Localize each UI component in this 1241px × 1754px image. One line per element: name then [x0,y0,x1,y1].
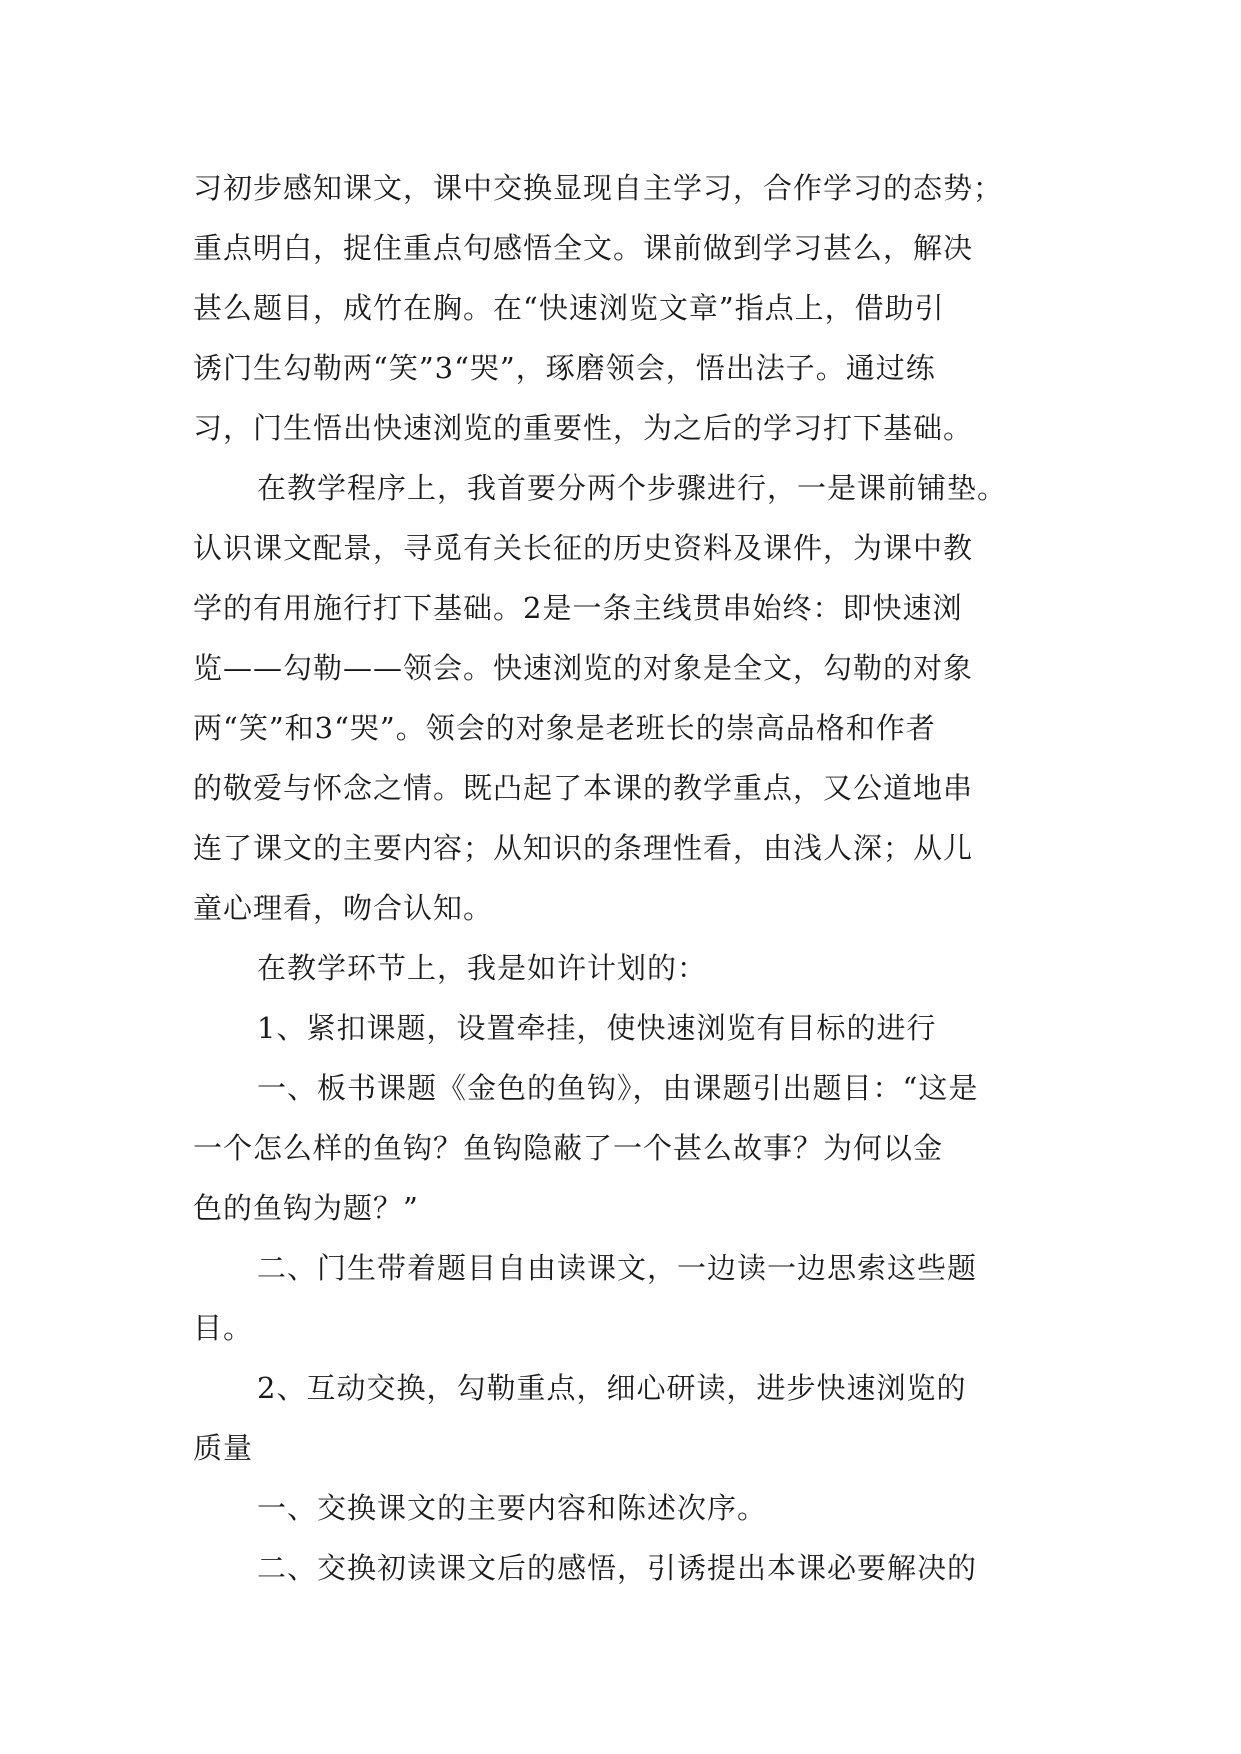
paragraph-start-line: 在教学程序上，我首要分两个步骤进行，一是课前铺垫。 [257,471,1008,505]
text-line: 童心理看，吻合认知。 [193,891,494,925]
text-line: 的敬爱与怀念之情。既凸起了本课的教学重点，又公道地串 [193,771,974,805]
paragraph-start-line: 在教学环节上，我是如许计划的： [257,951,708,985]
paragraph-start-line: 二、交换初读课文后的感悟，引诱提出本课必要解决的 [257,1551,978,1585]
text-line: 色的鱼钩为题？” [193,1191,419,1225]
text-line: 质量 [193,1431,254,1465]
text-line: 重点明白，捉住重点句感悟全文。课前做到学习甚么，解决 [193,231,974,265]
text-line: 连了课文的主要内容；从知识的条理性看，由浅人深；从儿 [193,831,974,865]
text-line: 习初步感知课文，课中交换显现自主学习，合作学习的态势； [193,171,1004,205]
paragraph-start-line: 二、门生带着题目自由读课文，一边读一边思索这些题 [257,1251,978,1285]
section-heading-line: 2、互动交换，勾勒重点，细心研读，进步快速浏览的 [257,1371,967,1405]
text-line: 目。 [193,1311,254,1345]
text-line: 认识课文配景，寻觅有关长征的历史资料及课件，为课中教 [193,531,974,565]
paragraph-start-line: 一、板书课题《金色的鱼钩》，由课题引出题目：“这是 [257,1071,979,1105]
text-line: 诱门生勾勒两“笑”3“哭”，琢磨领会，悟出法子。通过练 [193,351,936,385]
document-body [193,158,1051,1598]
text-line: 览——勾勒——领会。快速浏览的对象是全文，勾勒的对象 [193,651,974,685]
text-line: 学的有用施行打下基础。2是一条主线贯串始终：即快速浏 [193,591,963,625]
text-line: 两“笑”和3“哭”。领会的对象是老班长的崇高品格和作者 [193,711,936,745]
text-line: 习，门生悟出快速浏览的重要性，为之后的学习打下基础。 [193,411,974,445]
paragraph-start-line: 一、交换课文的主要内容和陈述次序。 [257,1491,768,1525]
text-line: 甚么题目，成竹在胸。在“快速浏览文章”指点上，借助引 [193,291,945,325]
section-heading-line: 1、紧扣课题，设置牵挂，使快速浏览有目标的进行 [257,1011,937,1045]
text-line: 一个怎么样的鱼钩？鱼钩隐蔽了一个甚么故事？为何以金 [193,1131,944,1165]
